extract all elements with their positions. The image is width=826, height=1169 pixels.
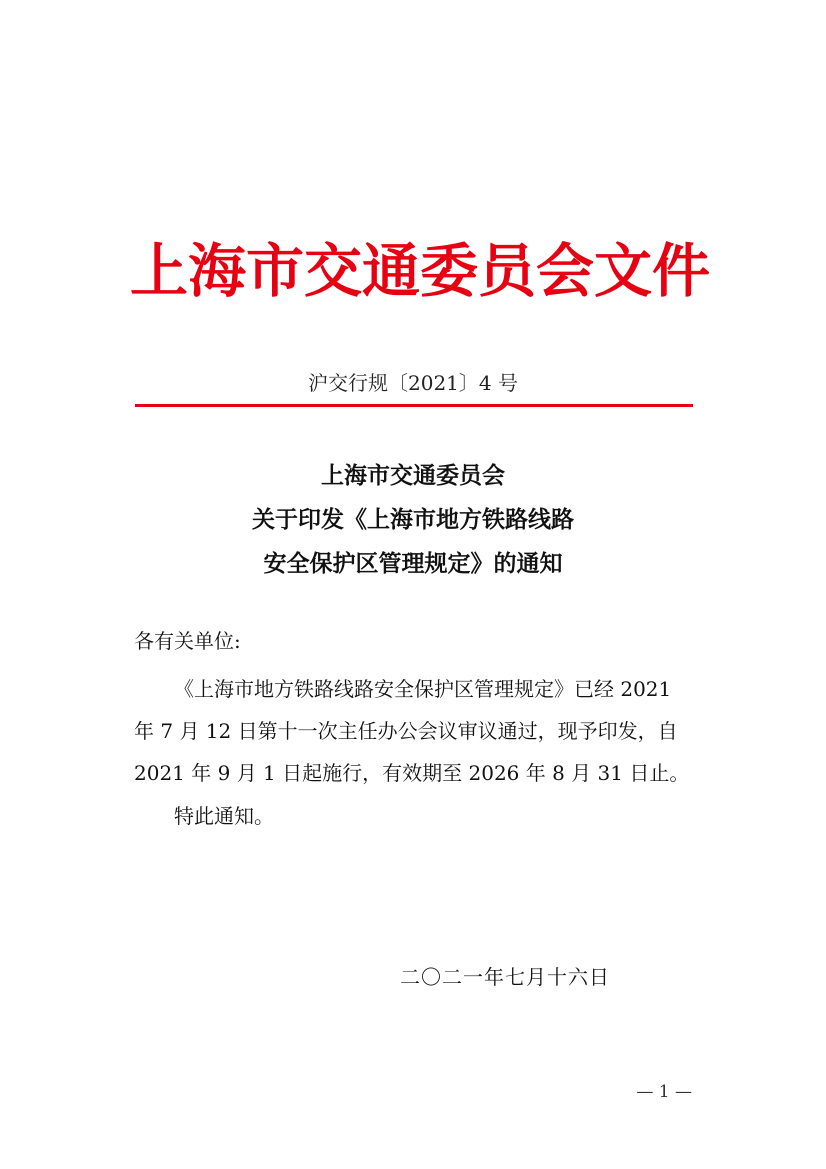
document-masthead: 上海市交通委员会文件: [130, 237, 711, 305]
body-text-line: 《上海市地方铁路线路安全保护区管理规定》已经 2021: [174, 677, 672, 701]
closing-remark: 特此通知。: [174, 804, 274, 828]
notice-title-line-1: 上海市交通委员会: [321, 462, 505, 489]
red-divider-line: [135, 404, 693, 407]
notice-title-line-3: 安全保护区管理规定》的通知: [263, 550, 563, 577]
body-text-line: 年 7 月 12 日第十一次主任办公会议审议通过，现予印发，自: [134, 719, 678, 743]
notice-title-line-2: 关于印发《上海市地方铁路线路: [252, 506, 574, 533]
body-text-line: 2021 年 9 月 1 日起施行，有效期至 2026 年 8 月 31 日止。: [134, 761, 690, 785]
issue-date: 二〇二一年七月十六日: [400, 965, 610, 989]
page-number: — 1 —: [636, 1082, 692, 1102]
document-number: 沪交行规〔2021〕4 号: [308, 371, 518, 395]
salutation: 各有关单位:: [134, 629, 241, 653]
